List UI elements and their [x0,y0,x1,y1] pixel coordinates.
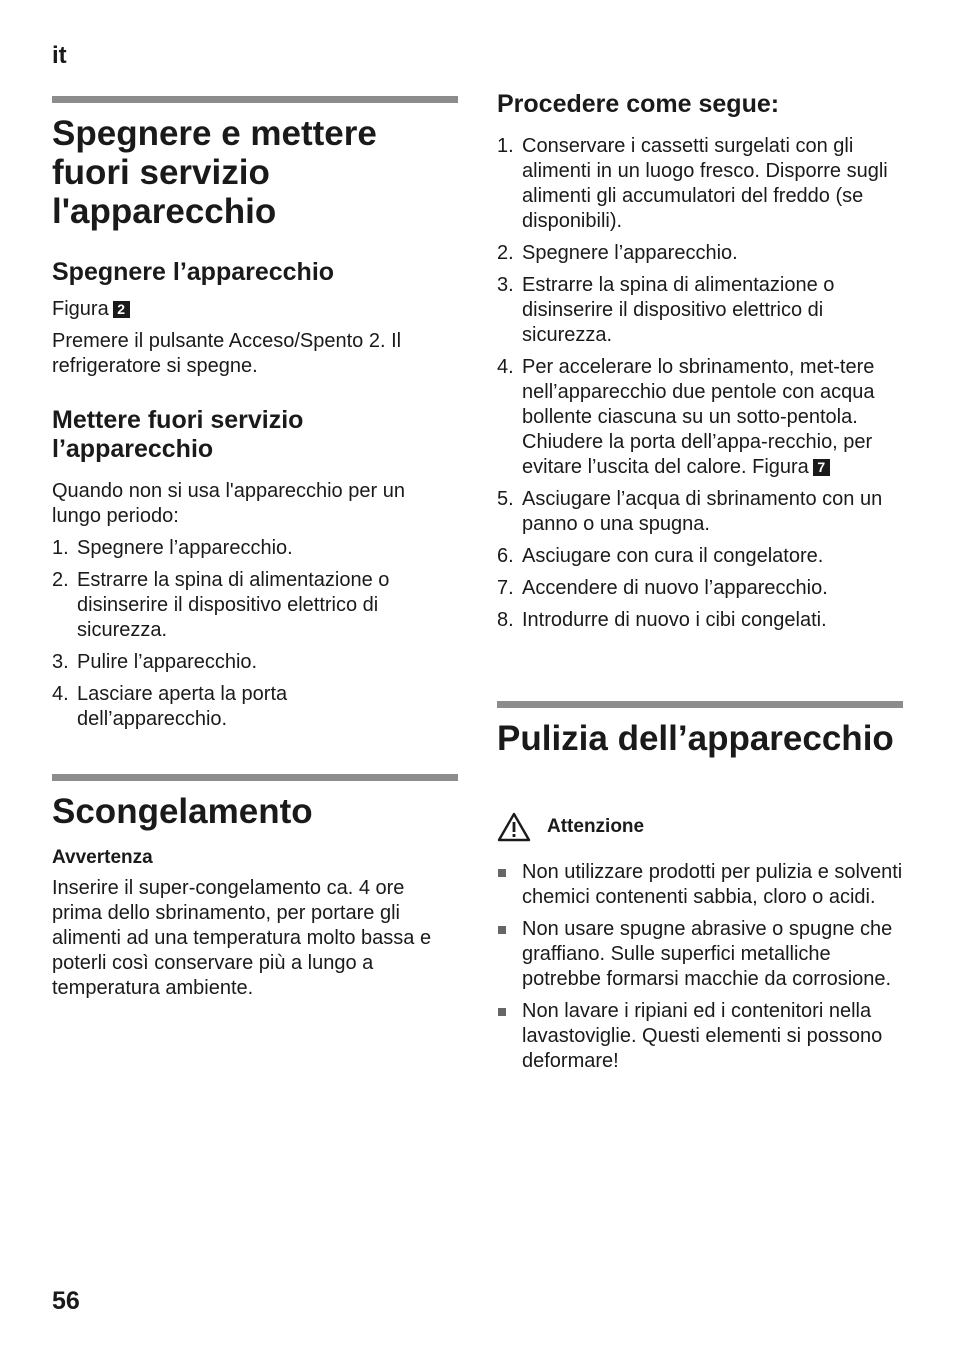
step-number: 1. [52,537,69,559]
list-item [52,536,432,561]
step-text: Asciugare l’acqua di sbrinamento con un panno o una spugna. [522,488,883,535]
language-tag: it [52,42,67,69]
note-heading: Avvertenza [52,847,153,868]
paragraph-spegnere: Premere il pulsante Acceso/Spento 2. Il refrigeratore si spegne. [52,330,402,377]
step-text: Conservare i cassetti surgelati con gli alimenti in un luogo fresco. Disporre sugli alimenti gli accumulatori del freddo (se disponibili). [522,135,888,232]
list-item [52,568,432,643]
figure-reference [52,297,458,322]
list-item [497,241,903,266]
step-number: 4. [52,683,69,705]
section-title-pulizia: Pulizia dell’apparecchio [497,719,894,758]
list-item [497,355,903,480]
bullet-square-icon [498,869,506,877]
page-number: 56 [52,1287,80,1315]
step-text: Spegnere l’apparecchio. [77,537,293,559]
figure-label: Figura [52,298,109,320]
list-item [497,273,903,348]
bullet-text: Non usare spugne abrasive o spugne che graffiano. Sulle superfici metalliche potrebbe formarsi macchie da corrosione. [522,918,893,990]
section-rule [52,96,458,103]
list-item [497,608,903,633]
section-rule [52,774,458,781]
step-number: 4. [497,356,514,378]
step-number: 5. [497,488,514,510]
step-number: 3. [497,274,514,296]
paragraph-intro-fuori-servizio: Quando non si usa l'apparecchio per un lungo periodo: [52,480,405,527]
figure-number-badge: 7 [813,459,830,476]
step-text: Lasciare aperta la porta dell’apparecchio. [77,683,288,730]
warning-bullets [497,860,903,1081]
list-item [497,487,903,537]
warning-header [497,812,903,842]
steps-procedere [497,134,903,640]
step-number: 7. [497,577,514,599]
step-text: Estrarre la spina di alimentazione o disinserire il dispositivo elettrico di sicurezza. [522,274,835,346]
list-item [497,576,903,601]
step-text: Pulire l’apparecchio. [77,651,258,673]
list-item [52,650,432,675]
section-title-spegnere: Spegnere e mettere fuori servizio l'apparecchio [52,114,377,231]
bullet-text: Non utilizzare prodotti per pulizia e solventi chemici contenenti sabbia, cloro o acidi. [522,861,903,908]
step-text: Asciugare con cura il congelatore. [522,545,824,567]
bullet-text: Non lavare i ripiani ed i contenitori nella lavastoviglie. Questi elementi si possono deformare! [522,1000,883,1072]
step-number: 2. [52,569,69,591]
bullet-square-icon [498,926,506,934]
figure-number-badge: 2 [113,301,130,318]
step-number: 2. [497,242,514,264]
list-item [497,999,903,1074]
section-title-scongelamento: Scongelamento [52,792,313,831]
step-text: Introdurre di nuovo i cibi congelati. [522,609,827,631]
warning-triangle-icon [497,812,531,842]
step-text: Spegnere l’apparecchio. [522,242,738,264]
step-number: 6. [497,545,514,567]
heading-fuori-servizio: Mettere fuori servizio l’apparecchio [52,406,304,463]
section-rule [497,701,903,708]
step-text: Accendere di nuovo l’apparecchio. [522,577,828,599]
step-number: 3. [52,651,69,673]
list-item [497,917,903,992]
bullet-square-icon [498,1008,506,1016]
list-item [52,682,432,732]
heading-spegnere-apparecchio: Spegnere l’apparecchio [52,258,335,286]
step-number: 1. [497,135,514,157]
step-text: Per accelerare lo sbrinamento, met-tere nell’apparecchio due pentole con acqua bollente ciascuna su un sotto-pentola. Chiudere la porta dell’appa-recchio, per evitare l’uscita del calore. Figura [522,356,875,478]
steps-fuori-servizio [52,536,432,739]
step-text: Estrarre la spina di alimentazione o disinserire il dispositivo elettrico di sicurezza. [77,569,390,641]
list-item [497,860,903,910]
note-text: Inserire il super-congelamento ca. 4 ore prima dello sbrinamento, per portare gli alimenti ad una temperatura molto bassa e poterli così conservare più a lungo a temperatura ambiente. [52,877,432,999]
list-item [497,544,903,569]
step-number: 8. [497,609,514,631]
warning-label: Attenzione [547,816,645,837]
list-item [497,134,903,234]
heading-procedere: Procedere come segue: [497,90,780,118]
